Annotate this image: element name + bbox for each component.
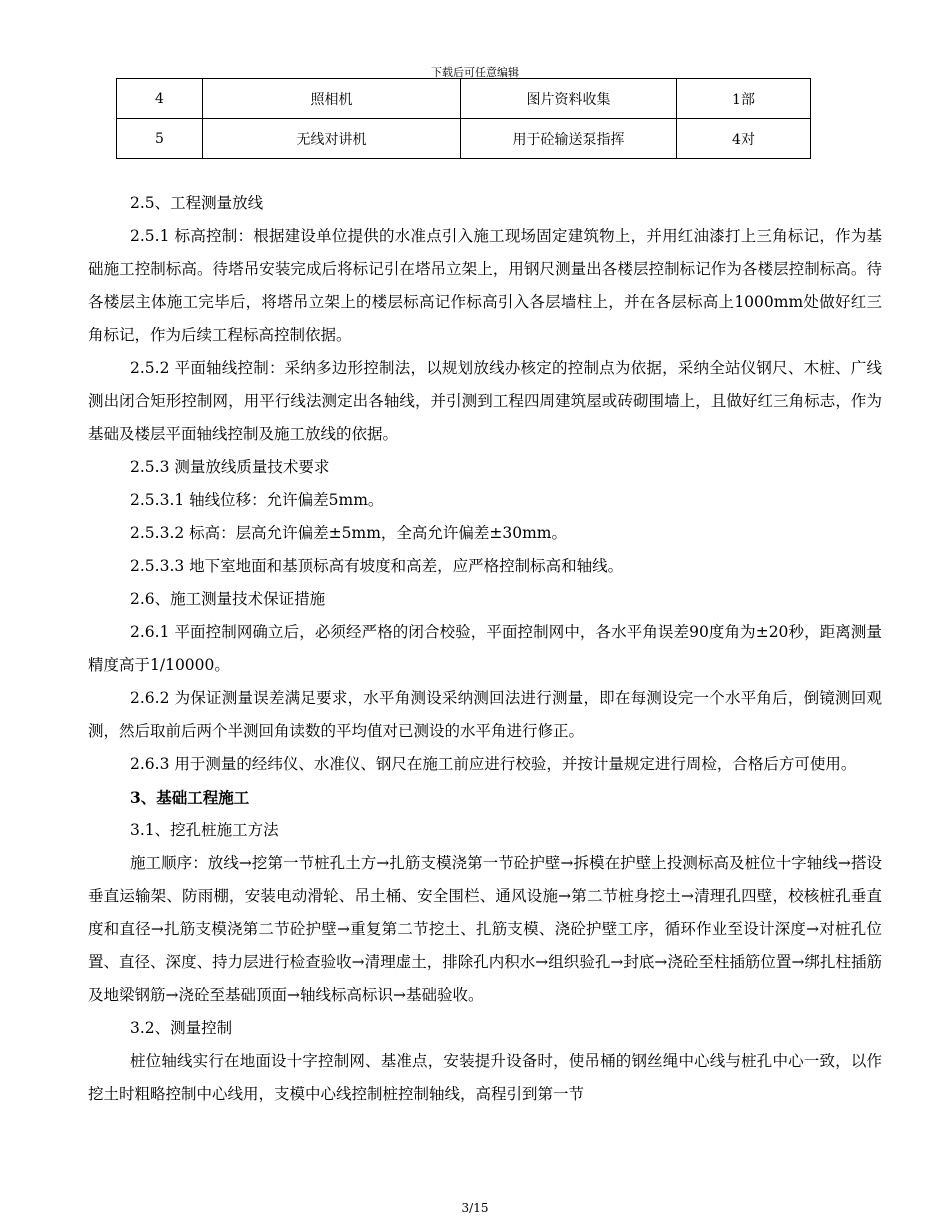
- table-cell-no: 4: [117, 79, 203, 119]
- table-row: [117, 79, 811, 119]
- paragraph: 2.6.1 平面控制网确立后，必须经严格的闭合校验，平面控制网中，各水平角误差90度角为±20秒，距离测量精度高于1/10000。: [88, 623, 882, 674]
- table-cell-qty: 1部: [677, 79, 811, 119]
- paragraph: 2.5.1 标高控制：根据建设单位提供的水准点引入施工现场固定建筑物上，并用红油漆打上三角标记，作为基础施工控制标高。待塔吊安装完成后将标记引在塔吊立架上，用钢尺测量出各楼层控制标记作为各楼层控制标高。待各楼层主体施工完毕后，将塔吊立架上的楼层标高记作标高引入各层墙柱上，并在各层标高上1000mm处做好红三角标记，作为后续工程标高控制依据。: [88, 227, 882, 344]
- paragraph: 2.6.3 用于测量的经纬仪、水准仪、钢尺在施工前应进行校验，并按计量规定进行周检，合格后方可使用。: [130, 755, 857, 773]
- paragraph: 2.5.3.3 地下室地面和基顶标高有坡度和高差，应严格控制标高和轴线。: [130, 557, 624, 575]
- paragraph: 2.5.3.2 标高：层高允许偏差±5mm，全高允许偏差±30mm。: [130, 524, 568, 542]
- section-heading: 3、基础工程施工: [130, 788, 250, 807]
- table-cell-usage: 用于砼输送泵指挥: [461, 119, 677, 159]
- paragraph: 2.5.3 测量放线质量技术要求: [130, 458, 330, 476]
- paragraph: 3.1、挖孔桩施工方法: [130, 821, 279, 839]
- page-number: 3/15: [461, 1201, 489, 1215]
- table-cell-usage: 图片资料收集: [461, 79, 677, 119]
- paragraph: 2.5、工程测量放线: [130, 194, 264, 212]
- table-cell-no: 5: [117, 119, 203, 159]
- header-note: 下载后可任意编辑: [431, 66, 519, 79]
- table-cell-qty: 4对: [677, 119, 811, 159]
- paragraph: 2.6.2 为保证测量误差满足要求，水平角测设采纳测回法进行测量，即在每测设完一个水平角后，倒镜测回观测，然后取前后两个半测回角读数的平均值对已测设的水平角进行修正。: [88, 689, 882, 740]
- body-text: [88, 187, 882, 1111]
- table-cell-name: 无线对讲机: [203, 119, 461, 159]
- paragraph: 2.5.3.1 轴线位移：允许偏差5mm。: [130, 491, 384, 509]
- table-row: [117, 119, 811, 159]
- paragraph: 3.2、测量控制: [130, 1019, 233, 1037]
- table-cell-name: 照相机: [203, 79, 461, 119]
- paragraph: 2.6、施工测量技术保证措施: [130, 590, 326, 608]
- paragraph: 桩位轴线实行在地面设十字控制网、基准点，安装提升设备时，使吊桶的钢丝绳中心线与桩孔中心一致，以作挖土时粗略控制中心线用，支模中心线控制桩控制轴线，高程引到第一节: [88, 1052, 882, 1103]
- paragraph: 2.5.2 平面轴线控制：采纳多边形控制法，以规划放线办核定的控制点为依据，采纳全站仪钢尺、木桩、广线测出闭合矩形控制网，用平行线法测定出各轴线，并引测到工程四周建筑屋或砖砌围墙上，且做好红三角标志，作为基础及楼层平面轴线控制及施工放线的依据。: [88, 359, 882, 443]
- paragraph: 施工顺序：放线→挖第一节桩孔土方→扎筋支模浇第一节砼护壁→拆模在护壁上投测标高及桩位十字轴线→搭设垂直运输架、防雨棚，安装电动滑轮、吊土桶、安全围栏、通风设施→第二节桩身挖土→清理孔四壁，校核桩孔垂直度和直径→扎筋支模浇第二节砼护壁→重复第二节挖土、扎筋支模、浇砼护壁工序，循环作业至设计深度→对桩孔位置、直径、深度、持力层进行检查验收→清理虚土，排除孔内积水→组织验孔→封底→浇砼至柱插筋位置→绑扎柱插筋及地梁钢筋→浇砼至基础顶面→轴线标高标识→基础验收。: [88, 854, 882, 1004]
- equipment-table: [116, 78, 811, 159]
